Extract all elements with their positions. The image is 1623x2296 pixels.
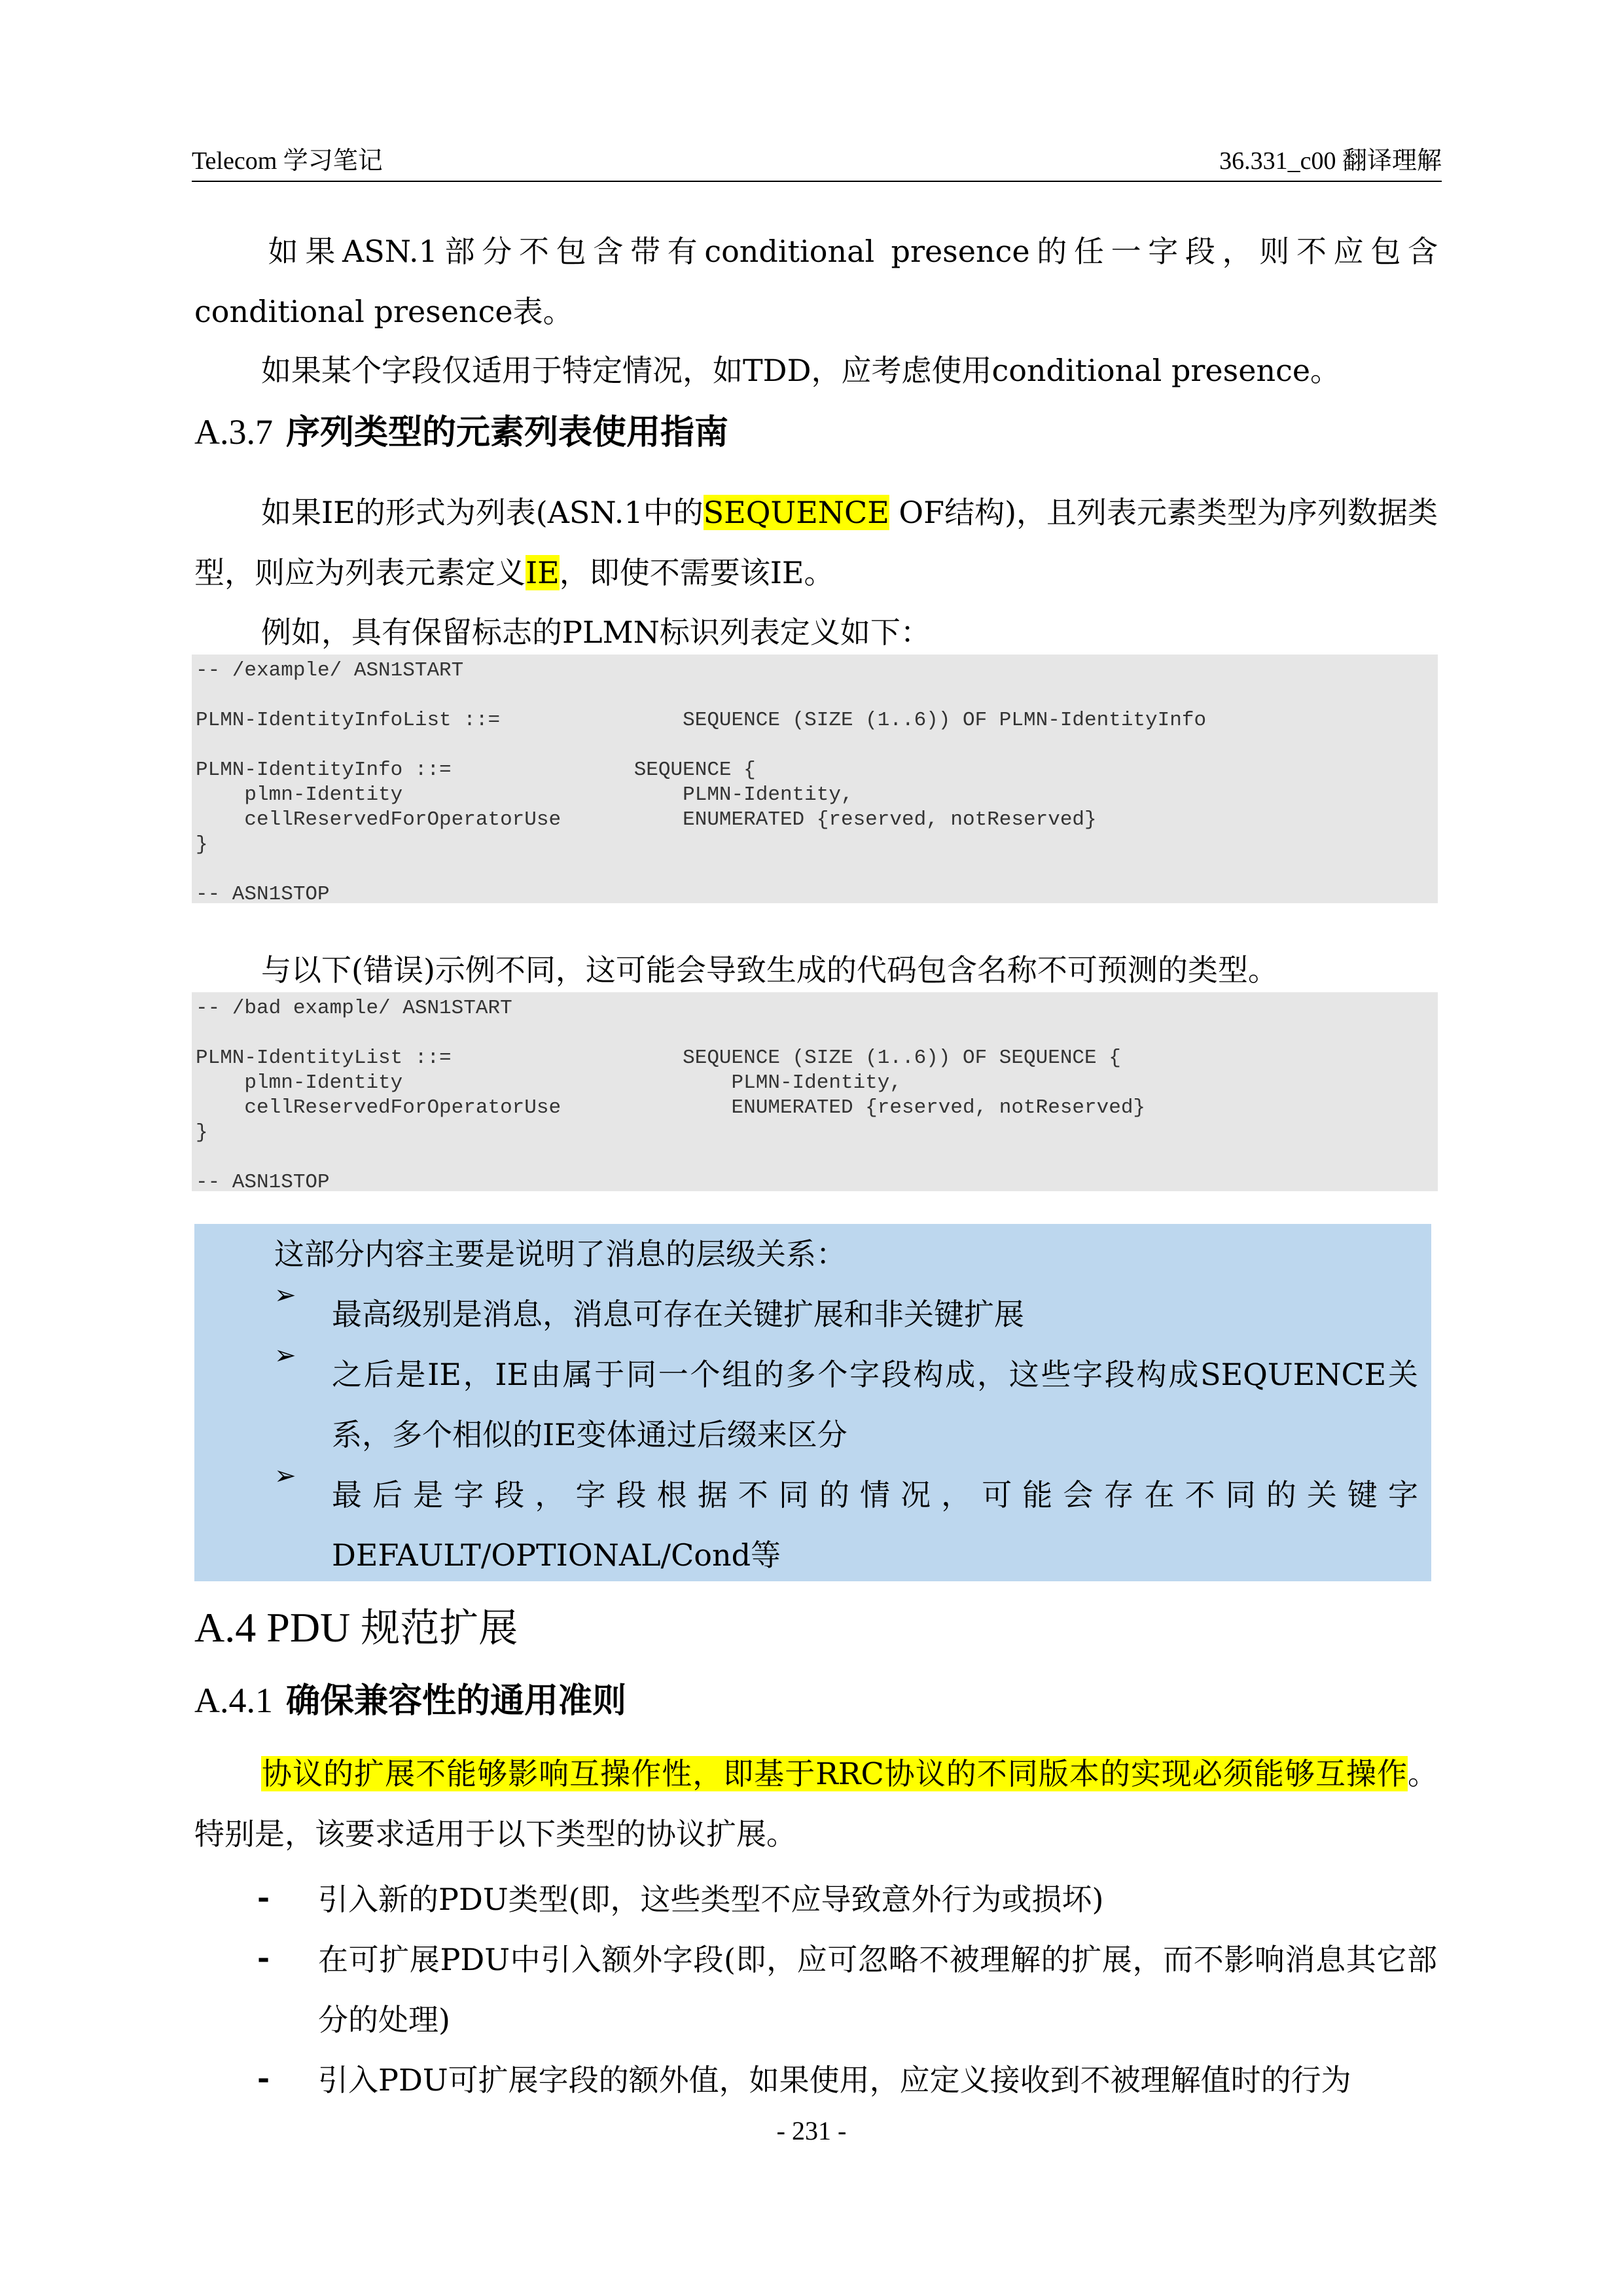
section-heading-a37 [194,404,728,454]
note-item: 之后是IE，IE由属于同一个组的多个字段构成，这些字段构成SEQUENCE关系，多个相似的IE变体通过后缀来区分 [332,1357,1418,1452]
section-number: A.4 [194,1604,257,1651]
code-text: -- /example/ ASN1START PLMN-IdentityInfoList ::= SEQUENCE (SIZE (1..6)) OF PLMN-IdentityInfo PLMN-IdentityInfo ::= SEQUENCE { plmn-Identity PLMN-Identity, cellReservedForOperatorUse ENUMERATED {reserved, notReserved} } -- ASN1STOP [196,659,1207,906]
section-title: 确保兼容性的通用准则 [286,1681,627,1721]
dash-marker: - [257,1880,270,1915]
code-text: -- /bad example/ ASN1START PLMN-IdentityList ::= SEQUENCE (SIZE (1..6)) OF SEQUENCE { plmn-Identity PLMN-Identity, cellReservedForOperatorUse ENUMERATED {reserved, notReserved} } -- ASN1STOP [196,997,1146,1194]
section-heading-a41 [194,1673,626,1722]
section-heading-a4: A.4 PDU 规范扩展 [194,1604,518,1651]
page-header [192,136,1442,182]
section-number: A.3.7 [194,412,273,452]
bullet-icon: ➢ [274,1461,296,1491]
page-number: - 231 - [776,2116,847,2145]
paragraph-tdd: 如果某个字段仅适用于特定情况，如TDD，应考虑使用conditional presence。 [261,353,1341,388]
paragraph-conditional-presence: 如果ASN.1部分不包含带有conditional presence的任一字段，则不应包含conditional presence表。 [194,234,1438,329]
dash-list-item: 引入新的PDU类型(即，这些类型不应导致意外行为或损坏) [318,1882,1104,1917]
header-left: Telecom 学习笔记 [192,147,383,175]
paragraph-interoperability: 协议的扩展不能够影响互操作性，即基于RRC协议的不同版本的实现必须能够互操作。特别是，该要求适用于以下类型的协议扩展。 [194,1756,1438,1852]
highlight-ie: IE [526,555,560,590]
highlight-interop: 协议的扩展不能够影响互操作性，即基于RRC协议的不同版本的实现必须能够互操作 [261,1756,1408,1791]
bullet-icon: ➢ [274,1340,296,1371]
code-block-example [192,655,1438,906]
dash-list-item: 引入PDU可扩展字段的额外值，如果使用，应定义接收到不被理解值时的行为 [318,2062,1351,2098]
header-right: 36.331_c00 翻译理解 [1219,147,1442,175]
note-box [194,1224,1431,1581]
code-block-bad-example [192,992,1438,1194]
section-title: 序列类型的元素列表使用指南 [286,413,729,452]
highlight-sequence: SEQUENCE [703,495,889,530]
note-item: 最后是字段，字段根据不同的情况，可能会存在不同的关键字DEFAULT/OPTIONAL/Cond等 [332,1477,1418,1573]
paragraph-example-intro: 例如，具有保留标志的PLMN标识列表定义如下： [261,615,931,650]
paragraph-sequence-of: 如果IE的形式为列表(ASN.1中的SEQUENCE OF结构)，且列表元素类型为序列数据类型，则应为列表元素定义IE，即使不需要该IE。 [194,495,1438,590]
dash-list-item: 在可扩展PDU中引入额外字段(即，应可忽略不被理解的扩展，而不影响消息其它部分的处理) [318,1942,1437,2037]
section-title: 规范扩展 [361,1605,518,1651]
dash-marker: - [257,1940,270,1975]
note-item: 最高级别是消息，消息可存在关键扩展和非关键扩展 [332,1297,1024,1332]
section-number: A.4.1 [194,1681,273,1720]
paragraph-bad-example-intro: 与以下(错误)示例不同，这可能会导致生成的代码包含名称不可预测的类型。 [261,952,1278,988]
bullet-icon: ➢ [274,1280,296,1310]
dash-marker: - [257,2060,270,2096]
note-intro: 这部分内容主要是说明了消息的层级关系： [274,1236,846,1272]
